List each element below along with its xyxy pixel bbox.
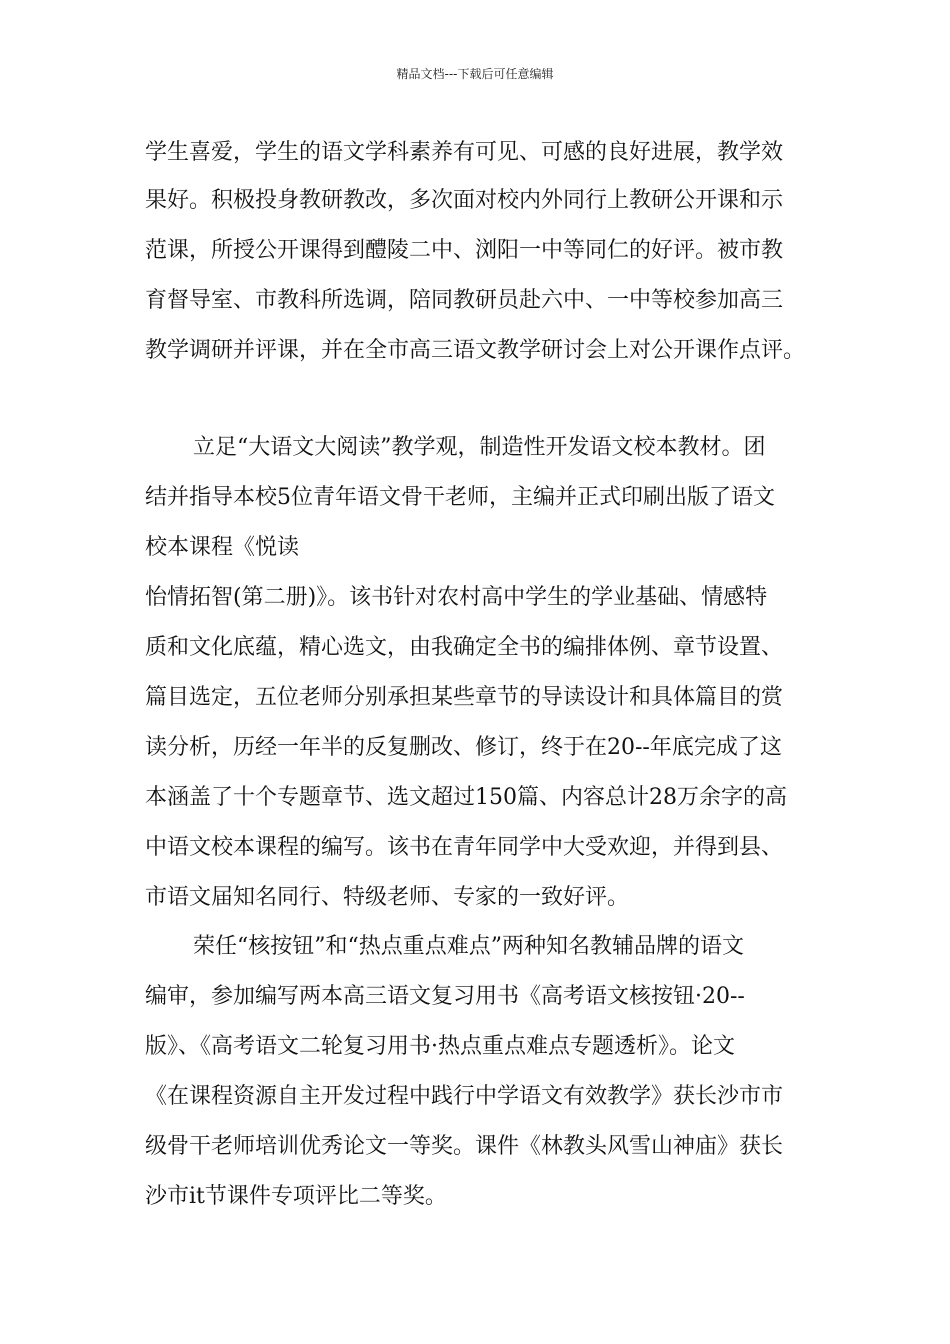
paragraph-line: 编审，参加编写两本高三语文复习用书《高考语文核按钮·20-- — [145, 984, 745, 1009]
paragraph-line: 《在课程资源自主开发过程中践行中学语文有效教学》获长沙市市 — [145, 1084, 784, 1109]
paragraph-line: 版》、《高考语文二轮复习用书·热点重点难点专题透析》。论文 — [145, 1034, 735, 1059]
paragraph-line: 中语文校本课程的编写。该书在青年同学中大受欢迎，并得到县、 — [145, 835, 784, 860]
paragraph-line: 本涵盖了十个专题章节、选文超过150篇、内容总计28万余字的高 — [145, 785, 787, 810]
paragraph-line: 果好。积极投身教研教改，多次面对校内外同行上教研公开课和示 — [145, 188, 784, 213]
paragraph-line: 级骨干老师培训优秀论文一等奖。课件《林教头风雪山神庙》获长 — [145, 1134, 784, 1159]
paragraph-line: 结并指导本校5位青年语文骨干老师，主编并正式印刷出版了语文 — [145, 485, 775, 510]
paragraph-line: 教学调研并评课，并在全市高三语文教学研讨会上对公开课作点评。 — [145, 338, 806, 363]
paragraph-line: 荣任“核按钮”和“热点重点难点”两种知名教辅品牌的语文 — [193, 934, 744, 959]
paragraph-line: 市语文届知名同行、特级老师、专家的一致好评。 — [145, 885, 630, 910]
paragraph-line: 沙市it节课件专项评比二等奖。 — [145, 1184, 447, 1209]
paragraph-line: 篇目选定，五位老师分别承担某些章节的导读设计和具体篇目的赏 — [145, 685, 784, 710]
paragraph-line: 育督导室、市教科所选调，陪同教研员赴六中、一中等校参加高三 — [145, 288, 784, 313]
page-header: 精品文档---下载后可任意编辑 — [396, 67, 554, 81]
paragraph-line: 质和文化底蕴，精心选文，由我确定全书的编排体例、章节设置、 — [145, 635, 784, 660]
paragraph-line: 学生喜爱，学生的语文学科素养有可见、可感的良好进展，教学效 — [145, 140, 784, 165]
paragraph-line: 怡情拓智(第二册)》。该书针对农村高中学生的学业基础、情感特 — [145, 585, 768, 610]
paragraph-line: 立足“大语文大阅读”教学观，制造性开发语文校本教材。团 — [193, 435, 766, 460]
paragraph-line: 校本课程《悦读 — [145, 535, 300, 560]
paragraph-line: 范课，所授公开课得到醴陵二中、浏阳一中等同仁的好评。被市教 — [145, 238, 784, 263]
paragraph-line: 读分析，历经一年半的反复删改、修订，终于在20--年底完成了这 — [145, 735, 782, 760]
